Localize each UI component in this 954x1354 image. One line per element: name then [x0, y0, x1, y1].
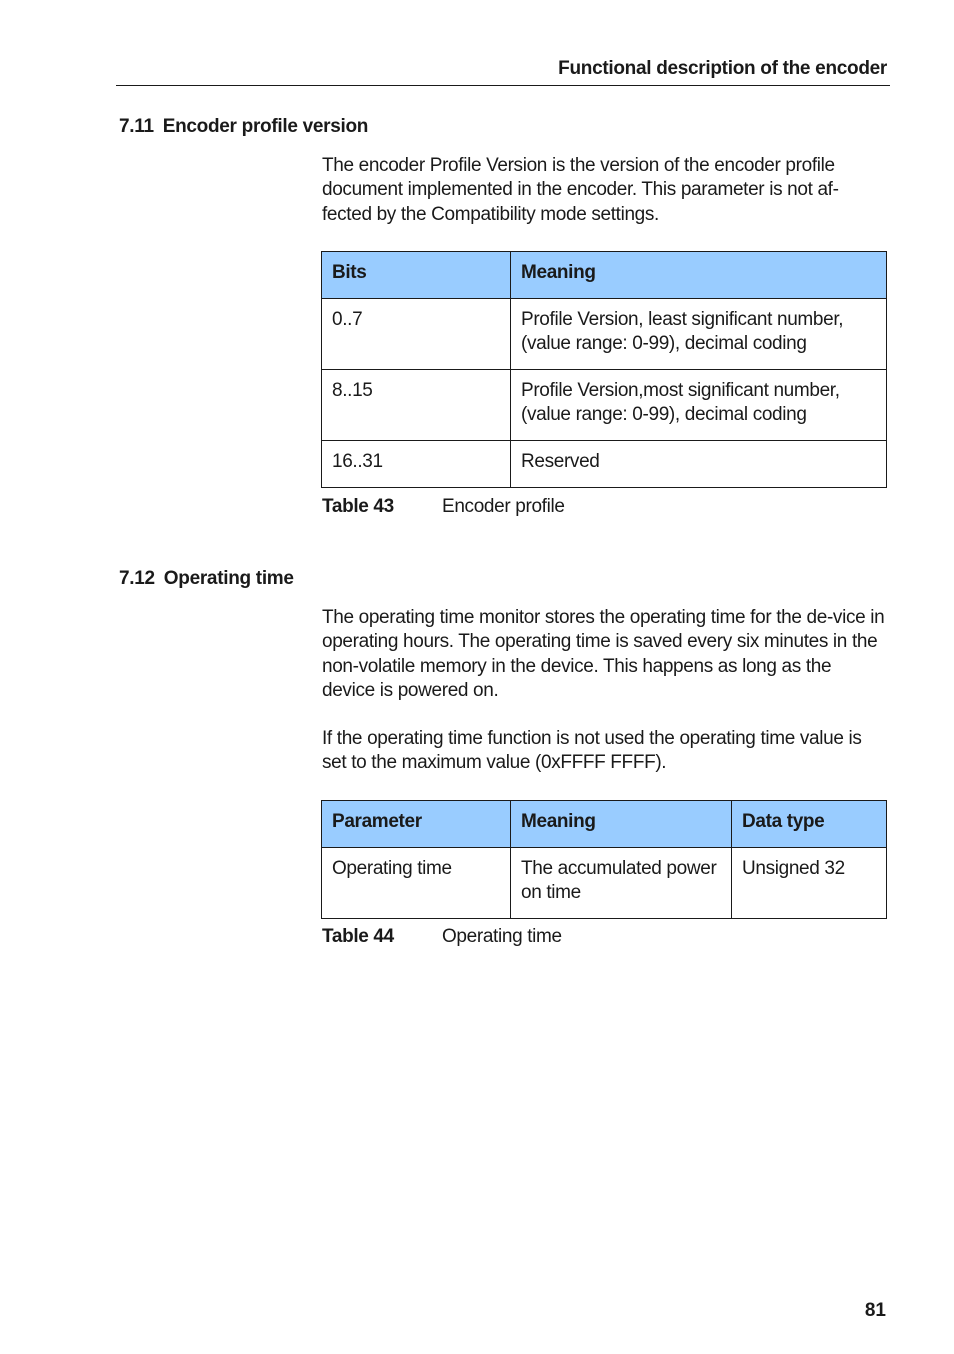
- table-row: [322, 848, 887, 919]
- caption-label: Table 44: [322, 926, 394, 947]
- column-header-meaning: Meaning: [511, 252, 887, 299]
- table-row: [322, 370, 887, 441]
- paragraph-operating-time-2: If the operating time function is not used the operating time value is set to the maximum value (0xFFFF FFFF).: [322, 728, 862, 774]
- table-header-row: [322, 252, 887, 299]
- caption-text: Encoder profile: [442, 496, 565, 517]
- section-title: Encoder profile version: [162, 116, 369, 137]
- page-number: 81: [864, 1300, 886, 1321]
- section-title: Operating time: [163, 568, 294, 589]
- column-header-parameter: Parameter: [322, 801, 511, 848]
- cell-bits: 0..7: [322, 299, 511, 370]
- cell-meaning: Profile Version, least significant number, (value range: 0-99), decimal coding: [511, 299, 887, 370]
- column-header-meaning: Meaning: [511, 801, 732, 848]
- table-caption-44: [322, 926, 562, 948]
- column-header-data-type: Data type: [732, 801, 887, 848]
- table-caption-43: [322, 496, 565, 518]
- table-header-row: [322, 801, 887, 848]
- cell-meaning: The accumulated power on time: [511, 848, 732, 919]
- cell-meaning: Reserved: [511, 441, 887, 488]
- table-encoder-profile: [321, 251, 887, 488]
- table-row: [322, 299, 887, 370]
- cell-parameter: Operating time: [322, 848, 511, 919]
- header-rule: [116, 85, 890, 86]
- caption-text: Operating time: [442, 926, 562, 947]
- paragraph-operating-time-1: The operating time monitor stores the operating time for the de-vice in operating hours. The operating time is saved every six minutes in the non-volatile memory in the device. This happens as long as the device is powered on.: [322, 607, 885, 701]
- table-operating-time: [321, 800, 887, 919]
- column-header-bits: Bits: [322, 252, 511, 299]
- section-number: 7.11: [119, 116, 154, 137]
- cell-data-type: Unsigned 32: [732, 848, 887, 919]
- section-heading-7-11: [119, 116, 368, 138]
- running-header-title: Functional description of the encoder: [558, 58, 887, 79]
- caption-label: Table 43: [322, 496, 394, 517]
- section-heading-7-12: [119, 568, 294, 590]
- cell-meaning: Profile Version,most significant number, (value range: 0-99), decimal coding: [511, 370, 887, 441]
- cell-bits: 8..15: [322, 370, 511, 441]
- section-number: 7.12: [119, 568, 155, 589]
- table-row: [322, 441, 887, 488]
- cell-bits: 16..31: [322, 441, 511, 488]
- paragraph-profile-version: The encoder Profile Version is the version of the encoder profile document implemented in the encoder. This parameter is not af-fected by the Compatibility mode settings.: [322, 155, 839, 225]
